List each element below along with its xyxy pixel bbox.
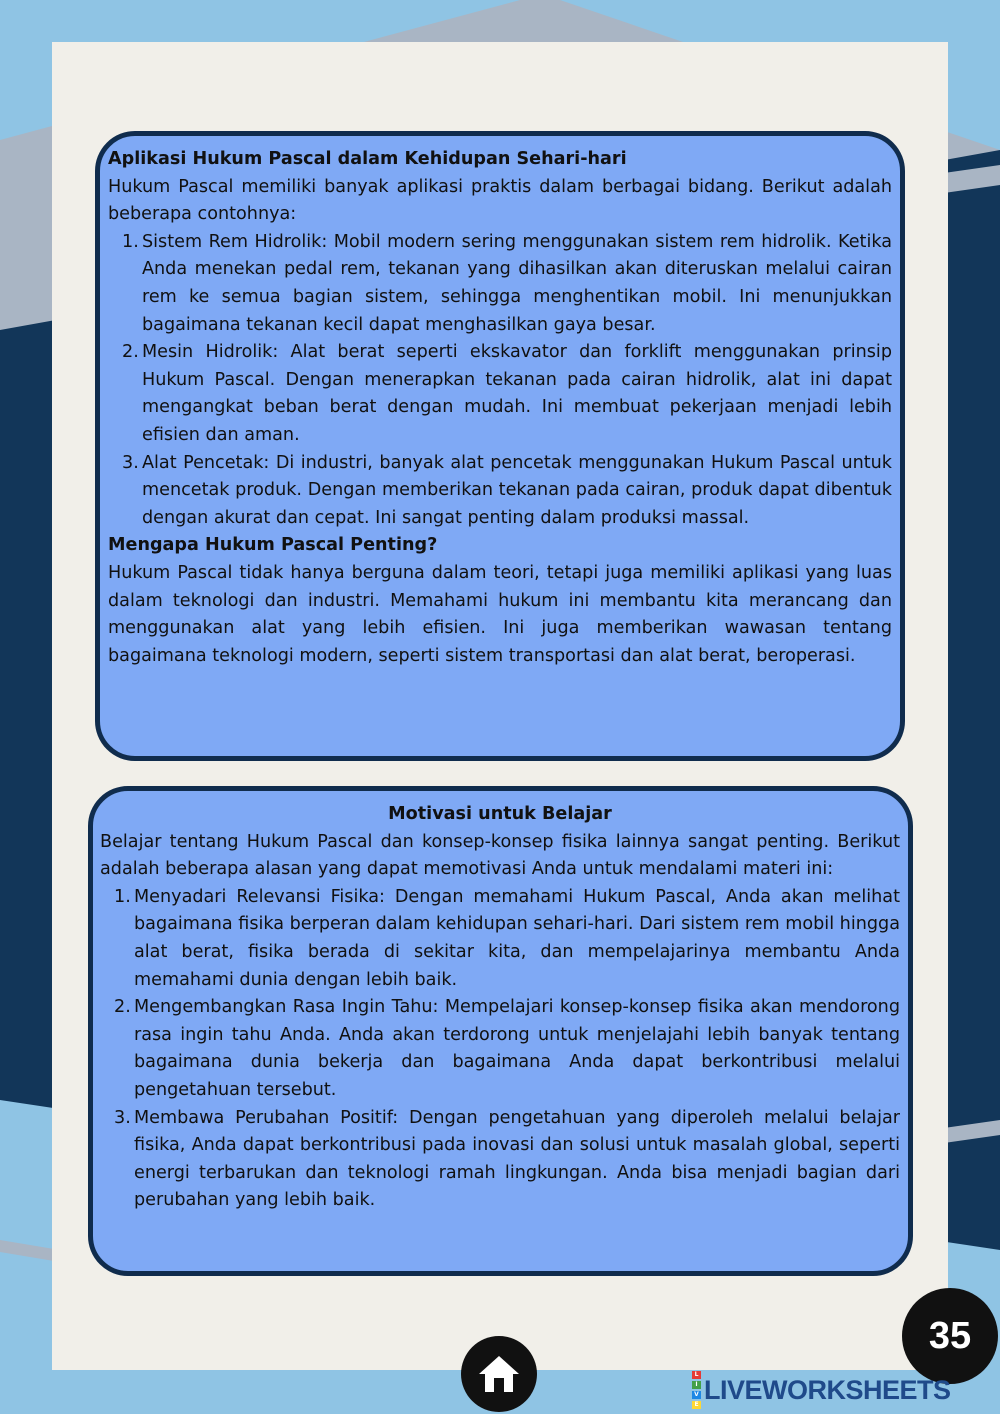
list-item-text: Alat Pencetak: Di industri, banyak alat pencetak menggunakan Hukum Pascal untuk mencetak produk. Dengan memberikan tekanan pada cairan, produk dapat dibentuk dengan akurat dan cepat. Ini sangat penting dalam produksi massal. xyxy=(142,452,892,528)
card-motivation xyxy=(88,786,913,1276)
card-pascal-applications xyxy=(95,131,905,761)
section2-title: Motivasi untuk Belajar xyxy=(388,804,612,824)
page-number-badge: 35 xyxy=(902,1288,998,1384)
home-button[interactable] xyxy=(461,1336,537,1412)
list-item-number: 3. xyxy=(122,452,139,473)
list-item-number: 2. xyxy=(122,342,139,363)
list-item-text: Mengembangkan Rasa Ingin Tahu: Mempelajari konsep-konsep fisika akan mendorong rasa ingin tahu Anda. Anda akan terdorong untuk menjelajahi lebih banyak tentang bagaimana dunia bekerja dan bagaimana Anda dapat berkontribusi melalui pengetahuan tersebut. xyxy=(134,997,900,1100)
list-item xyxy=(108,450,892,533)
list-item-text: Mesin Hidrolik: Alat berat seperti ekskavator dan forklift menggunakan prinsip Hukum Pascal. Dengan menerapkan tekanan pada cairan hidrolik, alat ini dapat mengangkat beban berat dengan mudah. Ini membuat pekerjaan menjadi lebih efisien dan aman. xyxy=(142,342,892,445)
section2-list xyxy=(100,884,900,1215)
home-icon xyxy=(477,1354,521,1394)
list-item-text: Menyadari Relevansi Fisika: Dengan memahami Hukum Pascal, Anda akan melihat bagaimana fisika berperan dalam kehidupan sehari-hari. Dari sistem rem mobil hingga alat berat, fisika berada di sekitar kita, dan mempelajarinya membantu Anda memahami dunia dengan lebih baik. xyxy=(134,886,900,990)
list-item xyxy=(108,339,892,449)
section1-conclusion: Hukum Pascal tidak hanya berguna dalam teori, tetapi juga memiliki aplikasi yang luas dalam teknologi dan industri. Memahami hukum ini membantu kita merancang dan menggunakan alat yang lebih efisien. Ini juga memberikan wawasan tentang bagaimana teknologi modern, seperti sistem transportasi dan alat berat, beroperasi. xyxy=(108,562,892,666)
list-item-number: 1. xyxy=(122,231,139,252)
section1-title: Aplikasi Hukum Pascal dalam Kehidupan Sehari-hari xyxy=(108,149,627,169)
list-item xyxy=(100,994,900,1104)
liveworksheets-brand[interactable] xyxy=(692,1373,951,1407)
list-item-text: Membawa Perubahan Positif: Dengan pengetahuan yang diperoleh melalui belajar fisika, Anda dapat berkontribusi pada inovasi dan solusi untuk masalah global, seperti energi terbarukan dan teknologi ramah lingkungan. Anda bisa menjadi bagian dari perubahan yang lebih baik. xyxy=(134,1107,900,1211)
list-item-number: 3. xyxy=(114,1107,131,1128)
list-item-number: 2. xyxy=(114,997,131,1018)
section1-intro: Hukum Pascal memiliki banyak aplikasi praktis dalam berbagai bidang. Berikut adalah beberapa contohnya: xyxy=(108,176,892,225)
section1-list xyxy=(108,229,892,533)
section1-subtitle: Mengapa Hukum Pascal Penting? xyxy=(108,535,438,556)
brand-name: LIVEWORKSHEETS xyxy=(704,1374,951,1405)
list-item-text: Sistem Rem Hidrolik: Mobil modern sering menggunakan sistem rem hidrolik. Ketika Anda menekan pedal rem, tekanan yang dihasilkan akan diteruskan melalui cairan rem ke semua bagian sistem, sehingga menghentikan mobil. Ini menunjukkan bagaimana tekanan kecil dapat menghasilkan gaya besar. xyxy=(142,231,892,335)
list-item xyxy=(108,229,892,339)
list-item xyxy=(100,1105,900,1215)
liveworksheets-logo-icon: L I V E xyxy=(692,1370,701,1410)
section2-intro: Belajar tentang Hukum Pascal dan konsep-konsep fisika lainnya sangat penting. Berikut adalah beberapa alasan yang dapat memotivasi Anda untuk mendalami materi ini: xyxy=(100,831,900,880)
list-item-number: 1. xyxy=(114,886,131,907)
list-item xyxy=(100,884,900,994)
